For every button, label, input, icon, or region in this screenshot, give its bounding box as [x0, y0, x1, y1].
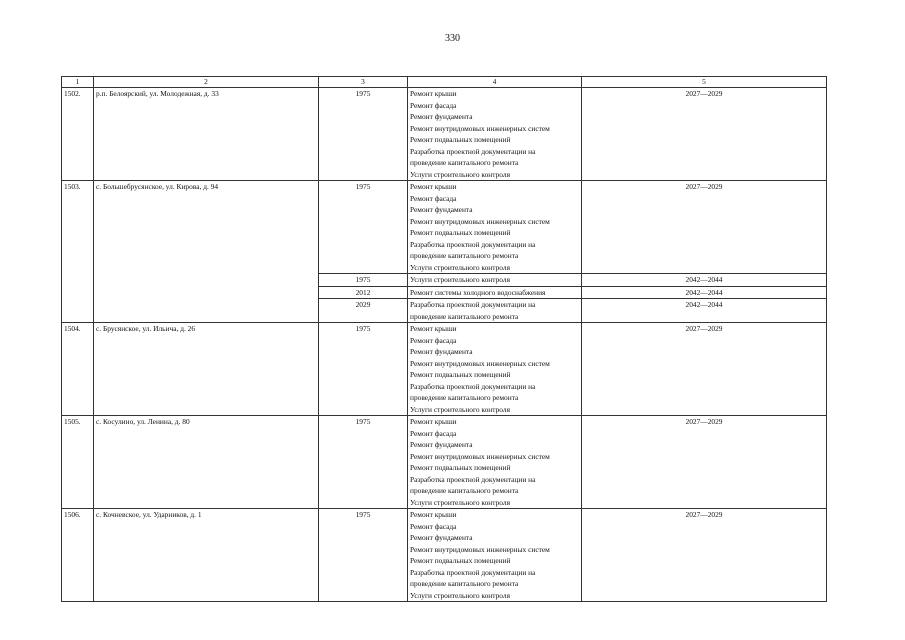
- work-item: Ремонт подвальных помещений: [410, 463, 511, 472]
- period-cell: 2027—2029: [582, 88, 827, 181]
- works-list-cell: [408, 286, 582, 299]
- work-item: Разработка проектной документации на: [410, 381, 536, 391]
- period-cell: 2042—2044: [582, 286, 827, 299]
- work-item: проведение капитального ремонта: [410, 251, 519, 260]
- work-item: Услуги строительного контроля: [410, 169, 510, 179]
- capital-repair-table: [61, 76, 827, 602]
- work-item: проведение капитального ремонта: [410, 311, 519, 321]
- year-cell: 1975: [319, 416, 408, 509]
- year-cell: 1975: [319, 509, 408, 602]
- address-cell: р.п. Белоярский, ул. Молодежная, д. 33: [94, 88, 319, 181]
- table-body: [62, 77, 827, 602]
- works-list-cell: [408, 323, 582, 416]
- work-item: Ремонт крыши: [410, 182, 457, 191]
- work-item: Ремонт подвальных помещений: [410, 370, 511, 379]
- period-cell: 2027—2029: [582, 181, 827, 274]
- works-list-cell: [408, 416, 582, 509]
- table-row: [62, 88, 827, 181]
- work-item: проведение капитального ремонта: [410, 158, 519, 167]
- table-row: [62, 181, 827, 274]
- work-item: Ремонт фасада: [410, 335, 457, 345]
- work-item: Ремонт фундамента: [410, 112, 473, 121]
- period-cell: 2027—2029: [582, 509, 827, 602]
- page-number: 330: [445, 33, 460, 44]
- work-item: Ремонт крыши: [410, 89, 457, 98]
- work-item: Ремонт фасада: [410, 193, 457, 203]
- work-item: Ремонт фундамента: [410, 440, 473, 449]
- year-cell: 1975: [319, 88, 408, 181]
- work-item: Услуги строительного контроля: [410, 404, 510, 414]
- works-list-cell: [408, 299, 582, 323]
- work-item: Ремонт подвальных помещений: [410, 228, 511, 237]
- period-cell: 2042—2044: [582, 274, 827, 287]
- row-number-cell: 1506.: [62, 509, 94, 602]
- period-cell: 2027—2029: [582, 323, 827, 416]
- work-item: Ремонт крыши: [410, 510, 457, 519]
- work-item: Ремонт внутридомовых инженерных систем: [410, 358, 550, 368]
- works-list-cell: [408, 88, 582, 181]
- work-item: проведение капитального ремонта: [410, 393, 519, 402]
- year-cell: 2029: [319, 299, 408, 323]
- work-item: Разработка проектной документации на: [410, 567, 536, 577]
- period-cell: 2027—2029: [582, 416, 827, 509]
- work-item: Разработка проектной документации на: [410, 239, 536, 249]
- work-item: Разработка проектной документации на: [410, 474, 536, 484]
- address-cell: с. Большебрусянское, ул. Кирова, д. 94: [94, 181, 319, 323]
- work-item: Ремонт подвальных помещений: [410, 556, 511, 565]
- work-item: Ремонт внутридомовых инженерных систем: [410, 451, 550, 461]
- row-number-cell: 1504.: [62, 323, 94, 416]
- work-item: Ремонт фундамента: [410, 347, 473, 356]
- work-item: Ремонт фундамента: [410, 533, 473, 542]
- period-cell: 2042—2044: [582, 299, 827, 323]
- year-cell: 1975: [319, 323, 408, 416]
- work-item: Разработка проектной документации на: [410, 146, 536, 156]
- year-cell: 2012: [319, 286, 408, 299]
- work-item: Ремонт внутридомовых инженерных систем: [410, 216, 550, 226]
- work-item: Разработка проектной документации на: [410, 300, 536, 309]
- column-header: 3: [319, 77, 408, 88]
- address-cell: с. Кочневское, ул. Ударников, д. 1: [94, 509, 319, 602]
- work-item: проведение капитального ремонта: [410, 486, 519, 495]
- works-list-cell: [408, 509, 582, 602]
- works-list-cell: [408, 181, 582, 274]
- work-item: проведение капитального ремонта: [410, 579, 519, 588]
- work-item: Ремонт системы холодного водоснабжения: [410, 287, 546, 297]
- work-item: Ремонт крыши: [410, 417, 457, 426]
- table-row: [62, 416, 827, 509]
- column-number-row: [62, 77, 827, 88]
- work-item: Ремонт внутридомовых инженерных систем: [410, 123, 550, 133]
- work-item: Ремонт фасада: [410, 100, 457, 110]
- column-header: 5: [582, 77, 827, 88]
- column-header: 2: [94, 77, 319, 88]
- works-list-cell: [408, 274, 582, 287]
- row-number-cell: 1505.: [62, 416, 94, 509]
- work-item: Ремонт фасада: [410, 428, 457, 438]
- table-row: [62, 509, 827, 602]
- row-number-cell: 1502.: [62, 88, 94, 181]
- work-item: Ремонт фасада: [410, 521, 457, 531]
- row-number-cell: 1503.: [62, 181, 94, 323]
- work-item: Услуги строительного контроля: [410, 275, 510, 284]
- work-item: Ремонт внутридомовых инженерных систем: [410, 544, 550, 554]
- work-item: Ремонт подвальных помещений: [410, 135, 511, 144]
- address-cell: с. Косулино, ул. Ленина, д. 80: [94, 416, 319, 509]
- column-header: 1: [62, 77, 94, 88]
- work-item: Услуги строительного контроля: [410, 590, 510, 600]
- work-item: Услуги строительного контроля: [410, 262, 510, 272]
- column-header: 4: [408, 77, 582, 88]
- work-item: Ремонт фундамента: [410, 205, 473, 214]
- year-cell: 1975: [319, 274, 408, 287]
- work-item: Услуги строительного контроля: [410, 497, 510, 507]
- work-item: Ремонт крыши: [410, 324, 457, 333]
- table-row: [62, 323, 827, 416]
- year-cell: 1975: [319, 181, 408, 274]
- address-cell: с. Брусянское, ул. Ильича, д. 26: [94, 323, 319, 416]
